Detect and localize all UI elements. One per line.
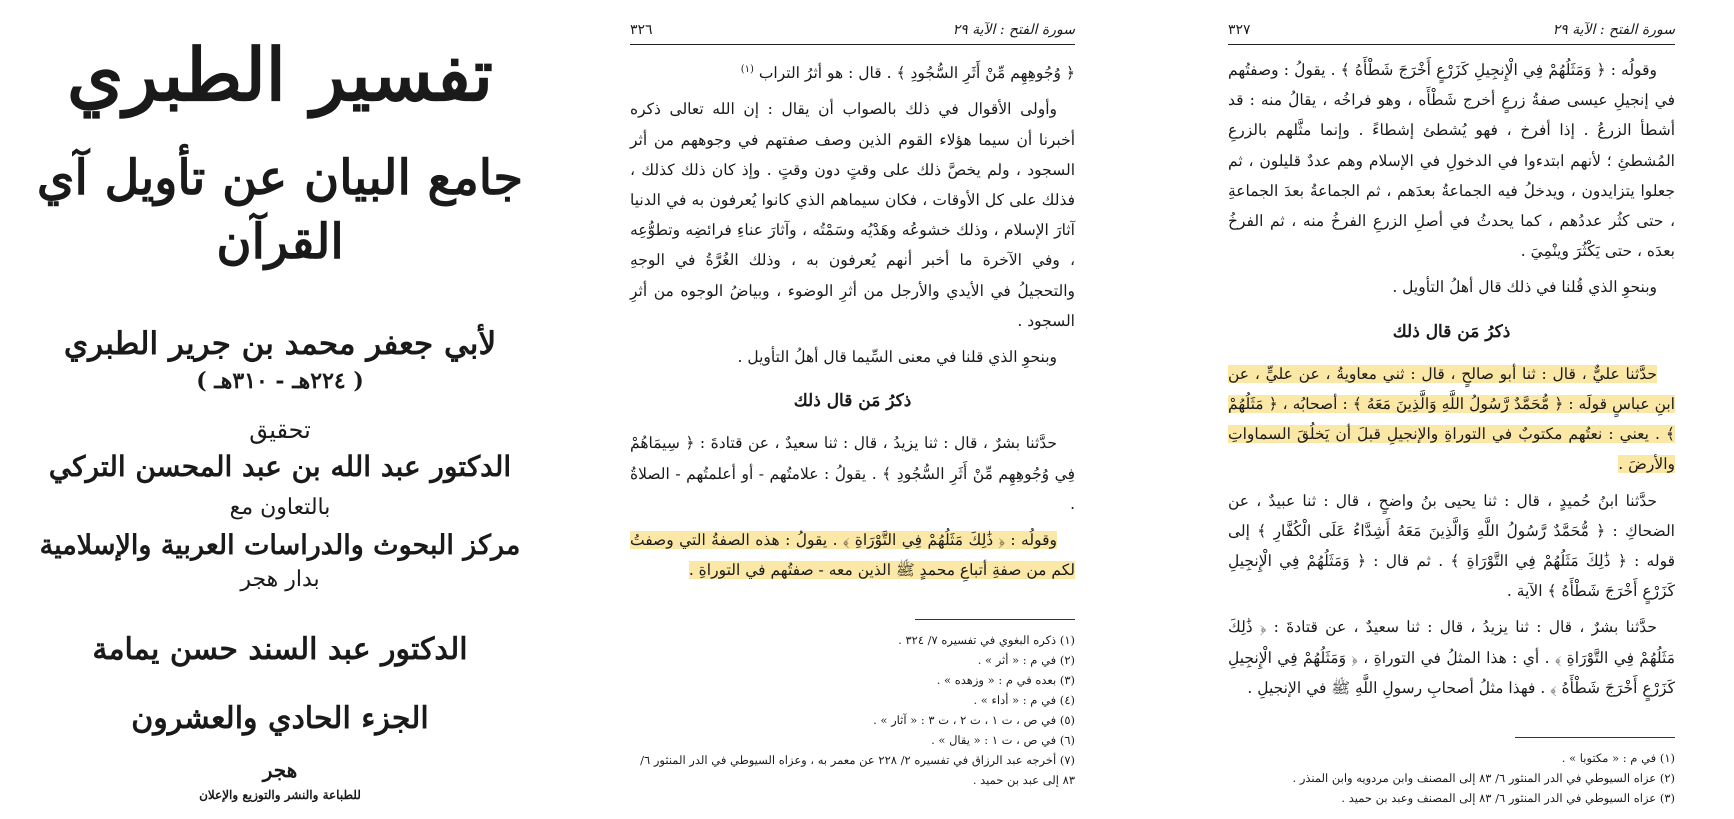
running-title: سورة الفتح : الآية ٢٩ — [952, 22, 1075, 38]
cover-author: لأبي جعفر محمد بن جرير الطبري — [63, 326, 497, 362]
footnote-separator — [1515, 737, 1675, 738]
page-body — [630, 55, 1075, 585]
page-body — [1228, 55, 1675, 703]
cover-editor: الدكتور عبد الله بن عبد المحسن التركي — [48, 450, 512, 483]
cover-coop: بالتعاون مع — [229, 495, 331, 520]
section-heading: ذكرُ مَن قال ذلك — [1392, 321, 1511, 342]
publisher-logo: هجر — [262, 758, 298, 782]
running-header — [630, 22, 1075, 45]
paragraph: وأولى الأقوال في ذلك بالصواب أن يقال : إن الله تعالى ذكره أخبرنا أن سيما هؤلاء القوم الذين وصف صفتهم في وجوههم من أثر السجود ، ولم يخصَّ ذلك على وقتٍ دون وقتٍ . وإذ كان ذلك كذلك ، فذلك على كل الأوقات ، فكان سيماهم الذي كانوا يُعرفون به في الدنيا آثارَ الإسلام ، وذلك خشوعُه وهَدْيُه وسَمْتُه ، وآثارَ عناءِ فرائضِه وتطوُّعِه ، وفي الآخرة ما أخبر أنهم يُعرفون به ، وذلك الغُرَّةُ في الوجهِ والتحجيلُ في الأيدي والأرجل من أثرِ الوضوء ، وبياضُ الوجوه من أثرِ السجود . — [630, 100, 1075, 330]
paragraph: وبنحوِ الذي قلنا في معنى السِّيما قال أهلُ التأويل . — [737, 347, 1057, 366]
cover-second-editor: الدكتور عبد السند حسن يمامة — [92, 632, 468, 667]
footnote: (١) ذكره البغوي في تفسيره ٧/ ٣٢٤ . — [898, 633, 1075, 648]
paragraph: حدَّثنا ابنُ حُميدٍ ، قال : ثنا يحيى بنُ واضحٍ ، قال : ثنا عبيدٌ ، عن الضحاكِ : ﴿ مُّحَمَّدٌ رَّسُولُ اللَّهِ وَالَّذِينَ مَعَهُ أَشِدَّاءُ عَلَى الْكُفَّارِ ﴾ إلى قوله : ﴿ ذَٰلِكَ مَثَلُهُمْ فِي التَّوْرَاةِ ﴾ . ثم قال : ﴿ وَمَثَلُهُمْ فِي الْإِنجِيلِ كَزَرْعٍ أَخْرَجَ شَطْأَهُ ﴾ الآية . — [1228, 491, 1675, 601]
footnote: (٦) في ص ، ت ١ : « يقال » . — [931, 733, 1075, 748]
paragraph: ﴿ وُجُوهِهِم مِّنْ أَثَرِ السُّجُودِ ﴾ . قال : هو أثرُ التراب — [758, 64, 1075, 83]
footnote: (٣) بعده في م : « وزهده » . — [936, 673, 1075, 688]
highlighted-text: وقولُه : ﴿ ذَٰلِكَ مَثَلُهُمْ فِي التَّوْرَاةِ ﴾ . يقولُ : هذه الصفةُ التي وصفتُ لكم من صفةِ أتباعِ محمدٍ ﷺ الذين معه - صفتُهم في التوراةِ . — [630, 531, 1075, 580]
highlighted-text: حدَّثنا عليٌّ ، قال : ثنا أبو صالحٍ ، قال : ثني معاويةُ ، عن عليٍّ ، عن ابنِ عباسٍ قولَه : ﴿ مُّحَمَّدٌ رَّسُولُ اللَّهِ وَالَّذِينَ مَعَهُ ﴾ : أصحابُه ، ﴿ مَثَلُهُمْ ﴾ . يعني : نعتُهم مكتوبٌ في التوراةِ والإنجيلِ قبلَ أن يَخلُقَ السماواتِ والأرضَ . — [1228, 364, 1675, 474]
footnote-ref: (١) — [740, 64, 754, 75]
paragraph: حدَّثنا بشرٌ ، قال : ثنا يزيدُ ، قال : ثنا سعيدٌ ، عن قتادةَ : ﴿ سِيمَاهُمْ فِي وُجُوهِهِم مِّنْ أَثَرِ السُّجُودِ ﴾ . يقولُ : علامتُهم - أو أعلمتُهم - الصلاةُ . — [630, 434, 1075, 513]
cover-research-center: مركز البحوث والدراسات العربية والإسلامية — [39, 530, 521, 561]
running-header — [1228, 22, 1675, 45]
footnote: (٤) في م : « أداء » . — [973, 693, 1075, 708]
cover-edit-label: تحقيق — [249, 416, 311, 444]
page-number: ٣٢٦ — [630, 22, 653, 38]
page-327 — [1228, 0, 1675, 819]
footnote: (٥) في ص ، ت ١ ، ت ٢ ، ت ٣ : « آثار » . — [873, 713, 1075, 728]
cover-publisher-house: بدار هجر — [240, 567, 320, 592]
footnote: (٢) عزاه السيوطي في الدر المنثور ٦/ ٨٣ إلى المصنف وابن مردويه وابن المنذر . — [1292, 771, 1675, 786]
paragraph: حدَّثنا بشرٌ ، قال : ثنا يزيدُ ، قال : ثنا سعيدٌ ، عن قتادةَ : ﴿ ذَٰلِكَ مَثَلُهُمْ فِي التَّوْرَاةِ ﴾ . أي : هذا المثلُ في التوراةِ ، ﴿ وَمَثَلُهُمْ فِي الْإِنجِيلِ كَزَرْعٍ أَخْرَجَ شَطْأَهُ ﴾ . فهذا مثلُ أصحابِ رسولِ اللَّهِ ﷺ في الإنجيلِ . — [1228, 618, 1675, 697]
footnote: (١) في م : « مكتوبا » . — [1561, 751, 1675, 766]
footnote: (٧) أخرجه عبد الرزاق في تفسيره ٢/ ٢٢٨ عن معمر به ، وعزاه السيوطي في الدر المنثور ٦/ ٨٣ إلى عبد بن حميد . — [640, 753, 1075, 788]
cover-dates: ( ٢٢٤هـ - ٣١٠هـ ) — [196, 368, 364, 394]
paragraph: وبنحوِ الذي قُلنا في ذلك قال أهلُ التأويل . — [1392, 278, 1657, 297]
cover-subtitle: جامع البيان عن تأويل آي القرآن — [36, 150, 524, 270]
publisher-line: للطباعة والنشر والتوزيع والإعلان — [199, 788, 361, 802]
paragraph: وقولُه : ﴿ وَمَثَلُهُمْ فِي الْإِنجِيلِ كَزَرْعٍ أَخْرَجَ شَطْأَهُ ﴾ . يقولُ : وصفتُهم في إنجيلِ عيسى صفةُ زرعٍ أخرج شَطْأَه ، وهو فراخُه ، يقالُ منه : قد أشطأ الزرعُ . إذا أفرخ ، فهو يُشطئ إشطاءً . وإنما مثَّلهم بالزرعِ المُشطئِ ؛ لأنهم ابتدءوا في الدخولِ في الإسلام وهم عددٌ قليلون ، ثم جعلوا يتزايدون ، ويدخلُ فيه الجماعةُ بعدَهم ، ثم الجماعةُ بعدَ الجماعةِ ، حتى كثُر عددُهم ، كما يحدثُ في أصلِ الزرعِ الفرخُ منه ، ثم الفرخُ بعدَه ، حتى يَكْثُرَ وينْمِيَ . — [1228, 61, 1675, 261]
cover-title: تفسير الطبري — [66, 32, 494, 117]
page-326 — [630, 0, 1075, 819]
footnotes — [1228, 748, 1675, 808]
running-title: سورة الفتح : الآية ٢٩ — [1552, 22, 1675, 38]
footnote: (٣) عزاه السيوطي في الدر المنثور ٦/ ٨٣ إلى المصنف وعبد بن حميد . — [1341, 791, 1675, 806]
footnote: (٢) في م : « أثر » . — [977, 653, 1075, 668]
footnotes — [630, 630, 1075, 790]
page-number: ٣٢٧ — [1228, 22, 1251, 38]
cover-volume: الجزء الحادي والعشرون — [131, 701, 429, 736]
footnote-separator — [915, 619, 1075, 620]
section-heading: ذكرُ مَن قال ذلك — [793, 391, 912, 412]
cover-page — [0, 0, 560, 819]
